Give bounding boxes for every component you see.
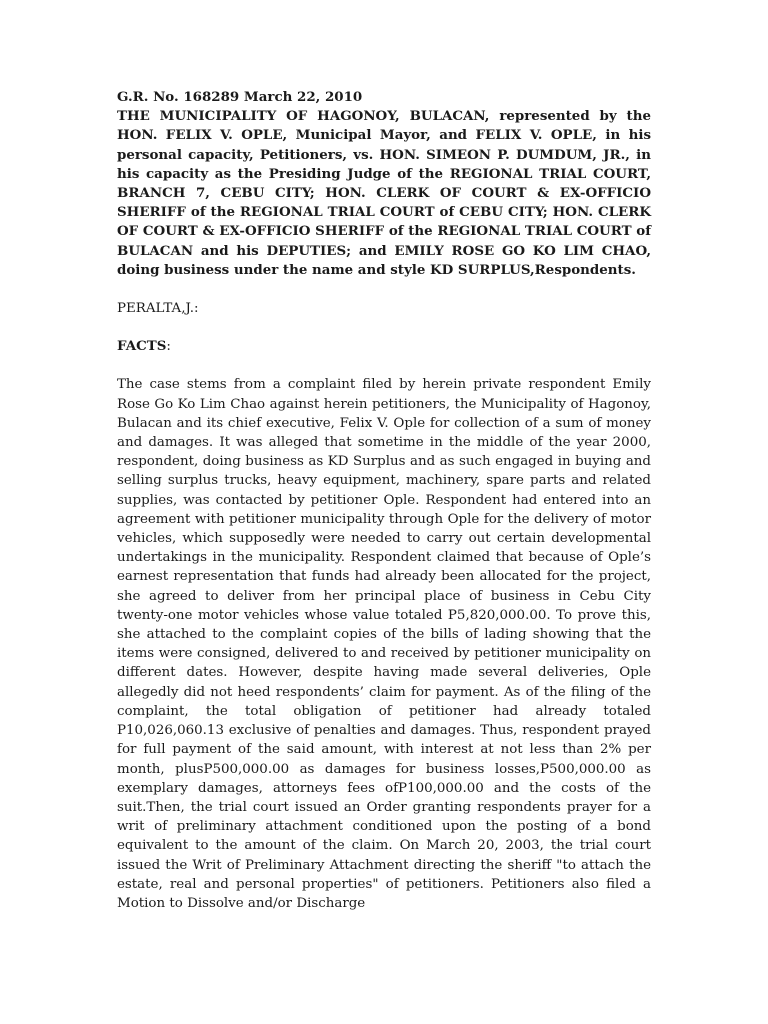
facts-heading	[117, 337, 651, 356]
facts-colon: :	[166, 339, 171, 355]
case-caption: THE MUNICIPALITY OF HAGONOY, BULACAN, represented by the HON. FELIX V. OPLE, Municipal Mayor, and FELIX V. OPLE, in his personal capacity, Petitioners, vs. HON. SIMEON P. DUMDUM, JR., in his capacity as the Presiding Judge of the REGIONAL TRIAL COURT, BRANCH 7, CEBU CITY; HON. CLERK OF COURT & EX-OFFICIO SHERIFF of the REGIONAL TRIAL COURT of CEBU CITY; HON. CLERK OF COURT & EX-OFFICIO SHERIFF of the REGIONAL TRIAL COURT of BULACAN and his DEPUTIES; and EMILY ROSE GO KO LIM CHAO, doing business under the name and style KD SURPLUS,Respondents.	[117, 108, 651, 278]
case-heading	[117, 88, 651, 280]
ponente: PERALTA,J.:	[117, 301, 199, 317]
document-content	[117, 88, 651, 913]
facts-paragraph: The case stems from a complaint filed by herein private respondent Emily Rose Go Ko Lim Chao against herein petitioners, the Municipality of Hagonoy, Bulacan and its chief executive, Felix V. Ople for collection of a sum of money and damages. It was alleged that sometime in the middle of the year 2000, respondent, doing business as KD Surplus and as such engaged in buying and selling surplus trucks, heavy equipment, machinery, spare parts and related supplies, was contacted by petitioner Ople. Respondent had entered into an agreement with petitioner municipality through Ople for the delivery of motor vehicles, which supposedly were needed to carry out certain developmental undertakings in the municipality. Respondent claimed that because of Ople’s earnest representation that funds had already been allocated for the project, she agreed to deliver from her principal place of business in Cebu City twenty-one motor vehicles whose value totaled P5,820,000.00. To prove this, she attached to the complaint copies of the bills of lading showing that the items were consigned, delivered to and received by petitioner municipality on different dates. However, despite having made several deliveries, Ople allegedly did not heed respondents’ claim for payment. As of the filing of the complaint, the total obligation of petitioner had already totaled P10,026,060.13 exclusive of penalties and damages. Thus, respondent prayed for full payment of the said amount, with interest at not less than 2% per month, plusP500,000.00 as damages for business losses,P500,000.00 as exemplary damages, attorneys fees ofP100,000.00 and the costs of the suit.Then, the trial court issued an Order granting respondents prayer for a writ of preliminary attachment conditioned upon the posting of a bond equivalent to the amount of the claim. On March 20, 2003, the trial court issued the Writ of Preliminary Attachment directing the sheriff "to attach the estate, real and personal properties" of petitioners. Petitioners also filed a Motion to Dissolve and/or Discharge	[117, 377, 651, 911]
case-number: G.R. No. 168289 March 22, 2010	[117, 89, 363, 105]
facts-label: FACTS	[117, 338, 167, 355]
